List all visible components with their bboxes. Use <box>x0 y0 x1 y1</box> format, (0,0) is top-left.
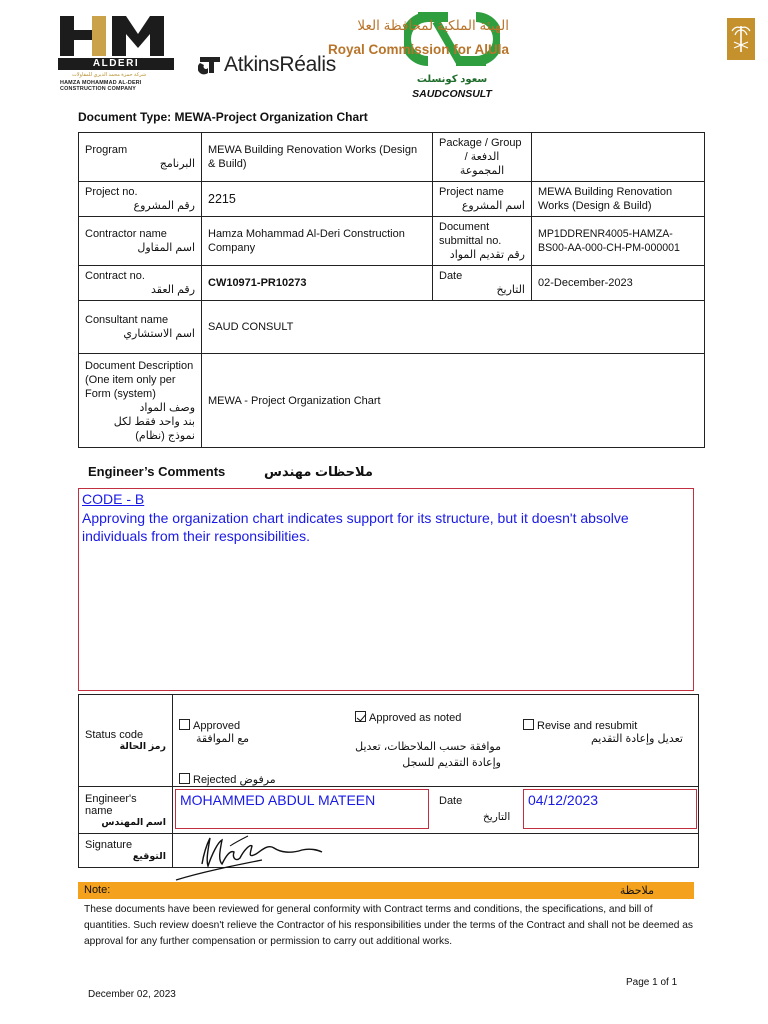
contract-no-label: Contract no. رقم العقد <box>79 266 202 301</box>
status-approved-as-noted-option[interactable]: Approved as noted <box>355 711 461 724</box>
project-name-label: Project name اسم المشروع <box>433 182 532 217</box>
engineer-name-field[interactable]: MOHAMMED ABDUL MATEEN <box>175 789 429 829</box>
package-value <box>532 133 705 182</box>
project-name-value: MEWA Building Renovation Works (Design & Build) <box>532 182 705 217</box>
description-value: MEWA - Project Organization Chart <box>202 354 705 448</box>
engineer-date-field[interactable]: 04/12/2023 <box>523 789 697 829</box>
package-label: Package / Group الدفعة / المجموعة <box>433 133 532 182</box>
status-rejected-option[interactable]: Rejected مرفوض <box>179 773 276 786</box>
hm-alderi-logo <box>58 14 180 92</box>
note-bar <box>78 882 694 899</box>
note-text: These documents have been reviewed for general conformity with Contract terms and conditions, the specifications, and bill of quantities. Such review doesn't relieve the Contractor of his responsibilities under the terms of the Contract and shall not be deemed as approval for any further compensation or permission to carry out additional works. <box>84 904 694 947</box>
engineer-comments-field[interactable] <box>78 488 694 691</box>
rejected-checkbox[interactable] <box>179 773 190 784</box>
signature-label: Signature التوقيع <box>79 834 173 868</box>
approved-as-noted-checkbox[interactable] <box>355 711 366 722</box>
saud-english-name: SAUDCONSULT <box>412 88 492 100</box>
project-no-label: Project no. رقم المشروع <box>79 182 202 217</box>
contractor-label: Contractor name اسم المقاول <box>79 217 202 266</box>
hm-arabic-name: شركة حمزة محمد الديري للمقاولات <box>72 72 147 78</box>
document-type-title: Document Type: MEWA-Project Organization Chart <box>78 110 368 124</box>
hm-logo-mark <box>58 14 170 58</box>
status-revise-option[interactable]: Revise and resubmit تعديل وإعادة التقديم <box>523 719 683 745</box>
status-approved-as-noted-ar: موافقة حسب الملاحظات، تعديل وإعادة التقديم للسجل <box>355 741 501 769</box>
status-code-label: Status code رمز الحالة <box>79 695 173 787</box>
engineer-comments-heading-ar: ملاحظات مهندس <box>264 464 373 479</box>
hm-company-name: HAMZA MOHAMMAD AL-DERI CONSTRUCTION COMPANY <box>60 80 142 92</box>
comment-code: CODE - B <box>82 491 145 507</box>
saud-arabic-name: سعود كونسلت <box>416 74 488 85</box>
table-row <box>79 301 705 354</box>
table-row <box>79 354 705 448</box>
project-no-value: 2215 <box>202 182 433 217</box>
atkins-name: AtkinsRéalis <box>224 53 336 76</box>
atkinsrealis-logo <box>198 50 336 80</box>
table-row <box>79 133 705 182</box>
consultant-value: SAUD CONSULT <box>202 301 705 354</box>
rcu-arabic-name: الهيئة الملكية لمحافظة العلا <box>357 18 509 33</box>
submittal-value: MP1DDRENR4005-HAMZA-BS00-AA-000-CH-PM-000001 <box>532 217 705 266</box>
approved-checkbox[interactable] <box>179 719 190 730</box>
document-info-table <box>78 132 705 448</box>
table-row <box>79 182 705 217</box>
table-row <box>79 217 705 266</box>
program-label: Program البرنامج <box>79 133 202 182</box>
note-label: Note: <box>84 884 111 896</box>
engineer-date-label: Date <box>439 795 463 807</box>
date-value: 02-December-2023 <box>532 266 705 301</box>
page-number: Page 1 of 1 <box>626 977 678 988</box>
contract-no-value: CW10971-PR10273 <box>202 266 433 301</box>
palm-emblem-icon <box>727 18 755 60</box>
engineer-name-row <box>173 787 699 834</box>
program-value: MEWA Building Renovation Works (Design & Build) <box>202 133 433 182</box>
status-options <box>173 695 699 787</box>
table-row <box>79 266 705 301</box>
table-row <box>79 695 699 787</box>
submittal-label: Document submittal no. رقم تقديم المواد <box>433 217 532 266</box>
engineer-name-label: Engineer's name اسم المهندس <box>79 787 173 834</box>
contractor-value: Hamza Mohammad Al-Deri Construction Company <box>202 217 433 266</box>
rcu-english-name: Royal Commission for AlUla <box>327 42 509 57</box>
revise-checkbox[interactable] <box>523 719 534 730</box>
atkins-mark-icon <box>198 53 222 77</box>
footer-date: December 02, 2023 <box>88 989 176 1000</box>
comment-text: Approving the organization chart indicates support for its structure, but it doesn't absolve individuals from their responsibilities. <box>82 510 629 544</box>
engineer-comments-heading: Engineer’s Comments <box>88 464 226 479</box>
engineer-date-label-ar: التاريخ <box>483 811 511 823</box>
date-label: Date التاريخ <box>433 266 532 301</box>
description-label: Document Description (One item only per Form (system) وصف المواد بند واحد فقط لكل نموذج (نظام) <box>79 354 202 448</box>
status-approved-option[interactable]: Approved مع الموافقة <box>179 719 249 745</box>
handwritten-signature <box>172 828 324 888</box>
consultant-label: Consultant name اسم الاستشاري <box>79 301 202 354</box>
hm-word: ALDERI <box>58 58 174 70</box>
note-label-ar: ملاحظة <box>619 885 654 897</box>
table-row <box>79 787 699 834</box>
